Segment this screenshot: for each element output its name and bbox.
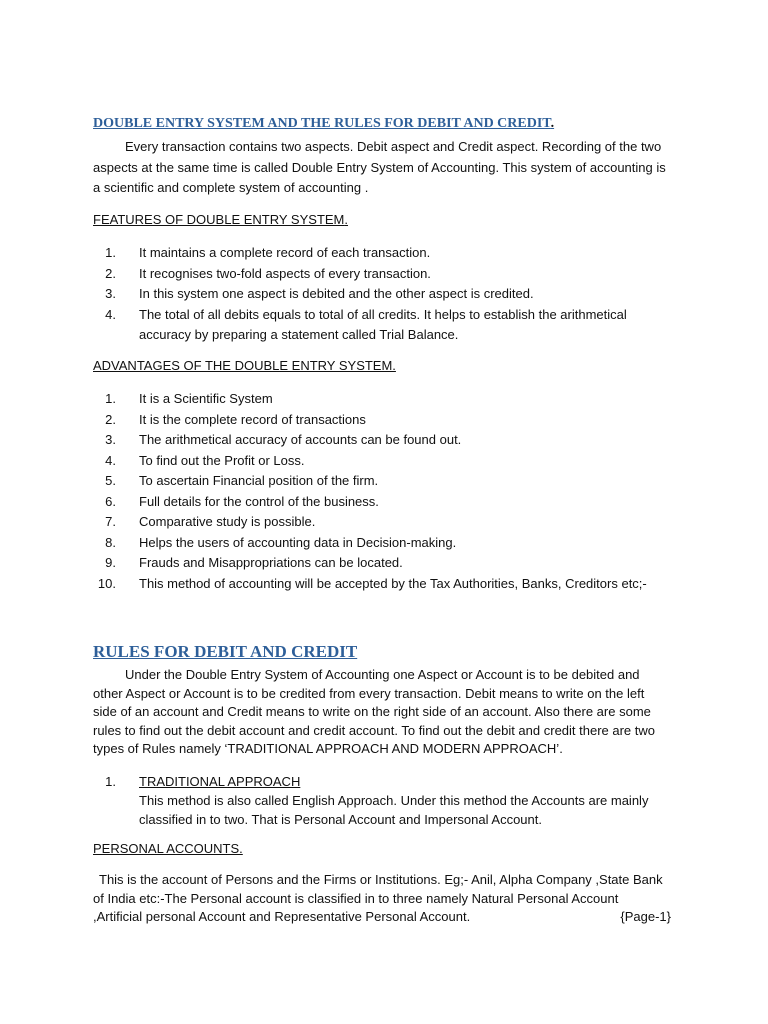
intro-paragraph: Every transaction contains two aspects. Debit aspect and Credit aspect. Recording of the two aspects at the same time is called Double Entry System of Accounting. This system of accounting is a scientific and complete system of accounting .	[93, 139, 666, 195]
list-number: 5.	[105, 473, 116, 488]
list-number: 2.	[105, 265, 116, 281]
list-item-text: This method of accounting will be accepted by the Tax Authorities, Banks, Creditors etc;-	[139, 575, 647, 591]
list-number: 3.	[105, 286, 116, 301]
list-number: 10.	[97, 575, 116, 591]
list-item-text: It recognises two-fold aspects of every transaction.	[139, 265, 431, 281]
list-number: 3.	[105, 432, 116, 447]
list-item	[93, 410, 671, 431]
list-item-text: Full details for the control of the business.	[139, 493, 379, 509]
personal-accounts-paragraph: This is the account of Persons and the Firms or Institutions. Eg;- Anil, Alpha Company ,State Bank of India etc:-The Personal account is classified in to three namely Natural Personal Account ,Artificial personal Account and Representative Personal Account.	[93, 872, 663, 924]
page-number: {Page-1}	[620, 909, 671, 924]
list-number: 2.	[105, 411, 116, 427]
list-number: 7.	[105, 514, 116, 529]
list-item	[93, 243, 671, 264]
list-item	[93, 553, 671, 574]
rules-paragraph: Under the Double Entry System of Accounting one Aspect or Account is to be debited and other Aspect or Account is to be credited from every transaction. Debit means to write on the left side of an account and Credit means to write on the right side of an account. Also there are some rules to find out the debit account and credit account. To find out the debit and credit there are two types of Rules namely ‘TRADITIONAL APPROACH AND MODERN APPROACH’.	[93, 667, 656, 756]
list-item-text: Frauds and Misappropriations can be located.	[139, 555, 403, 570]
list-number: 9.	[105, 555, 116, 570]
list-item	[93, 389, 671, 410]
list-item	[93, 430, 671, 451]
section-heading-double-entry: DOUBLE ENTRY SYSTEM AND THE RULES FOR DEBIT AND CREDIT.	[93, 116, 555, 131]
advantages-heading: ADVANTAGES OF THE DOUBLE ENTRY SYSTEM.	[93, 358, 396, 373]
rules-heading: RULES FOR DEBIT AND CREDIT	[93, 642, 358, 661]
list-number: 8.	[105, 534, 116, 550]
list-item	[93, 451, 671, 472]
list-item	[93, 492, 671, 513]
list-item	[93, 264, 671, 285]
list-item	[93, 284, 671, 305]
traditional-approach-title: TRADITIONAL APPROACH	[139, 774, 301, 789]
list-item-text: Comparative study is possible.	[139, 514, 316, 529]
personal-accounts-heading: PERSONAL ACCOUNTS.	[93, 841, 243, 856]
features-heading: FEATURES OF DOUBLE ENTRY SYSTEM.	[93, 212, 349, 227]
list-item-text: In this system one aspect is debited and the other aspect is credited.	[139, 286, 534, 301]
list-item	[93, 574, 671, 595]
list-item-text: It maintains a complete record of each transaction.	[139, 245, 431, 260]
list-item-text: To ascertain Financial position of the firm.	[139, 473, 379, 488]
list-item	[93, 533, 671, 554]
list-item	[93, 772, 671, 829]
list-number: 1.	[105, 245, 116, 260]
list-number: 4.	[105, 452, 116, 468]
list-item	[93, 305, 671, 346]
features-list	[93, 243, 671, 346]
list-number: 1.	[105, 391, 116, 406]
list-item-text: The arithmetical accuracy of accounts can be found out.	[139, 432, 462, 447]
list-item-text: Helps the users of accounting data in Decision-making.	[139, 534, 457, 550]
traditional-approach-text: This method is also called English Approach. Under this method the Accounts are mainly classified in to two. That is Personal Account and Impersonal Account.	[139, 793, 649, 827]
list-item-text: It is the complete record of transactions	[139, 411, 366, 427]
list-item-text: It is a Scientific System	[139, 391, 273, 406]
list-item	[93, 471, 671, 492]
list-item	[93, 512, 671, 533]
traditional-approach-item	[93, 772, 671, 829]
list-item-text: To find out the Profit or Loss.	[139, 452, 305, 468]
list-item-text: The total of all debits equals to total of all credits. It helps to establish the arithmetical accuracy by preparing a statement called Trial Balance.	[139, 306, 627, 342]
list-number: 4.	[105, 306, 116, 322]
list-number: 1.	[105, 774, 116, 789]
list-number: 6.	[105, 493, 116, 509]
advantages-list	[93, 389, 671, 594]
